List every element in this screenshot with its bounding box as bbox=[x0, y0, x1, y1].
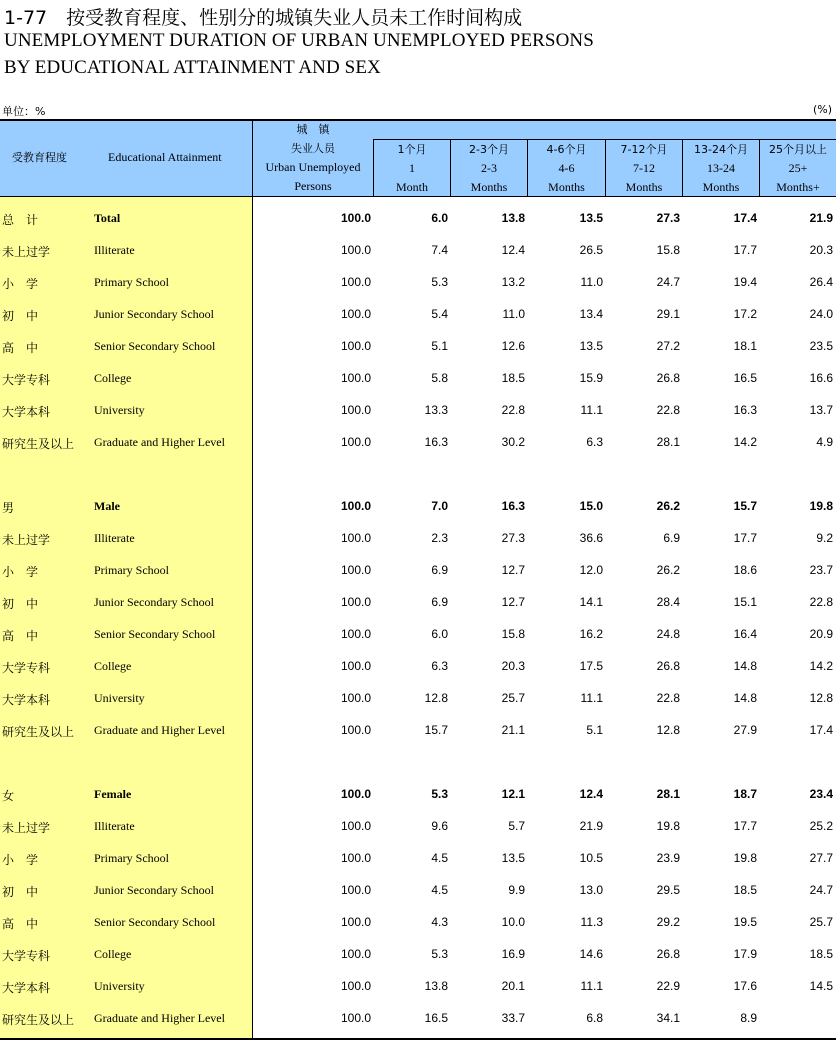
cell-value: 15.7 bbox=[424, 723, 448, 737]
cell-value: 13.8 bbox=[501, 211, 525, 225]
table-row bbox=[0, 330, 836, 362]
cell-value: 29.1 bbox=[656, 307, 680, 321]
cell-value: 26.8 bbox=[656, 947, 680, 961]
cell-total: 100.0 bbox=[340, 403, 371, 417]
cell-value: 22.8 bbox=[501, 403, 525, 417]
row-label-zh: 小 学 bbox=[2, 853, 39, 867]
table-row bbox=[0, 586, 836, 618]
cell-value: 28.1 bbox=[656, 787, 680, 801]
cell-value: 7.0 bbox=[431, 499, 448, 513]
cell-total: 100.0 bbox=[340, 307, 371, 321]
header-duration-en1: 7-12 bbox=[633, 161, 655, 175]
cell-value: 2.3 bbox=[431, 531, 448, 545]
cell-total: 100.0 bbox=[340, 243, 371, 257]
cell-value: 13.5 bbox=[579, 211, 603, 225]
cell-value: 17.9 bbox=[733, 947, 757, 961]
header-total-zh2: 失业人员 bbox=[291, 142, 335, 155]
header-duration-en2: Months+ bbox=[776, 180, 820, 194]
row-label-zh: 女 bbox=[2, 789, 15, 803]
cell-value: 17.6 bbox=[733, 979, 757, 993]
header-duration-en1: 2-3 bbox=[481, 161, 497, 175]
cell-value: 5.1 bbox=[586, 723, 603, 737]
cell-value: 5.4 bbox=[431, 307, 448, 321]
cell-value: 27.9 bbox=[733, 723, 757, 737]
cell-value: 20.3 bbox=[809, 243, 833, 257]
cell-value: 27.3 bbox=[656, 211, 680, 225]
cell-value: 22.8 bbox=[656, 403, 680, 417]
table-row bbox=[0, 362, 836, 394]
cell-value: 4.9 bbox=[816, 435, 833, 449]
header-duration-en2: Months bbox=[702, 180, 740, 194]
cell-value: 22.8 bbox=[809, 595, 833, 609]
table-row-summary bbox=[0, 202, 836, 234]
row-label-zh: 大学本科 bbox=[2, 405, 51, 419]
cell-total: 100.0 bbox=[340, 531, 371, 545]
row-label-zh: 未上过学 bbox=[2, 821, 51, 835]
cell-value: 29.5 bbox=[656, 883, 680, 897]
cell-value: 36.6 bbox=[579, 531, 603, 545]
cell-value: 13.5 bbox=[579, 339, 603, 353]
cell-value: 13.5 bbox=[501, 851, 525, 865]
cell-value: 15.8 bbox=[501, 627, 525, 641]
cell-value: 18.1 bbox=[733, 339, 757, 353]
row-label-en: Junior Secondary School bbox=[94, 307, 214, 321]
table-row bbox=[0, 970, 836, 1002]
cell-value: 6.9 bbox=[431, 595, 448, 609]
row-label-en: University bbox=[94, 691, 145, 705]
row-label-en: Female bbox=[94, 787, 132, 801]
table-row bbox=[0, 266, 836, 298]
header-duration-3 bbox=[606, 140, 682, 197]
unit-percent: (%) bbox=[812, 103, 832, 116]
header-total-en1: Urban Unemployed bbox=[265, 160, 361, 174]
cell-total: 100.0 bbox=[340, 819, 371, 833]
table-row bbox=[0, 650, 836, 682]
cell-value: 28.4 bbox=[656, 595, 680, 609]
cell-value: 6.3 bbox=[586, 435, 603, 449]
cell-value: 18.5 bbox=[733, 883, 757, 897]
cell-value: 4.5 bbox=[431, 883, 448, 897]
cell-value: 20.9 bbox=[809, 627, 833, 641]
cell-value: 27.7 bbox=[809, 851, 833, 865]
cell-value: 15.0 bbox=[579, 499, 603, 513]
cell-value: 18.7 bbox=[733, 787, 757, 801]
cell-total: 100.0 bbox=[340, 563, 371, 577]
cell-value: 26.5 bbox=[579, 243, 603, 257]
cell-value: 13.3 bbox=[424, 403, 448, 417]
row-label-zh: 初 中 bbox=[2, 597, 39, 611]
cell-value: 16.5 bbox=[733, 371, 757, 385]
row-label-en: Graduate and Higher Level bbox=[94, 1011, 225, 1025]
cell-value: 18.5 bbox=[501, 371, 525, 385]
cell-value: 34.1 bbox=[656, 1011, 680, 1025]
cell-value: 12.6 bbox=[501, 339, 525, 353]
row-label-zh: 小 学 bbox=[2, 565, 39, 579]
table-row bbox=[0, 426, 836, 458]
header-total bbox=[253, 120, 373, 196]
row-label-en: Illiterate bbox=[94, 531, 135, 545]
cell-value: 25.7 bbox=[809, 915, 833, 929]
row-label-zh: 大学本科 bbox=[2, 693, 51, 707]
table-row bbox=[0, 1002, 836, 1034]
cell-value: 14.1 bbox=[579, 595, 603, 609]
table-row bbox=[0, 554, 836, 586]
cell-value: 17.5 bbox=[579, 659, 603, 673]
cell-value: 22.9 bbox=[656, 979, 680, 993]
cell-value: 11.0 bbox=[580, 275, 603, 289]
cell-value: 17.4 bbox=[809, 723, 833, 737]
cell-total: 100.0 bbox=[340, 659, 371, 673]
cell-value: 18.6 bbox=[733, 563, 757, 577]
cell-value: 24.0 bbox=[809, 307, 833, 321]
cell-value: 26.8 bbox=[656, 659, 680, 673]
row-label-zh: 研究生及以上 bbox=[2, 437, 75, 451]
cell-total: 100.0 bbox=[340, 883, 371, 897]
cell-value: 5.1 bbox=[431, 339, 448, 353]
cell-value: 21.1 bbox=[501, 723, 525, 737]
cell-value: 4.5 bbox=[431, 851, 448, 865]
cell-value: 6.3 bbox=[431, 659, 448, 673]
cell-total: 100.0 bbox=[340, 371, 371, 385]
cell-value: 12.1 bbox=[501, 787, 525, 801]
row-label-en: Illiterate bbox=[94, 819, 135, 833]
row-label-en: Total bbox=[94, 211, 121, 225]
cell-value: 12.4 bbox=[501, 243, 525, 257]
cell-value: 15.9 bbox=[579, 371, 603, 385]
cell-total: 100.0 bbox=[340, 595, 371, 609]
cell-value: 13.8 bbox=[424, 979, 448, 993]
cell-value: 14.2 bbox=[733, 435, 757, 449]
cell-value: 13.7 bbox=[809, 403, 833, 417]
row-label-zh: 大学专科 bbox=[2, 661, 51, 675]
cell-total: 100.0 bbox=[340, 627, 371, 641]
table-title-en-line2: BY EDUCATIONAL ATTAINMENT AND SEX bbox=[4, 57, 381, 78]
top-rule bbox=[0, 119, 836, 121]
header-duration-0 bbox=[374, 140, 450, 197]
cell-value: 15.8 bbox=[656, 243, 680, 257]
cell-value: 12.8 bbox=[424, 691, 448, 705]
cell-total: 100.0 bbox=[340, 275, 371, 289]
row-label-en: Primary School bbox=[94, 275, 169, 289]
cell-value: 6.0 bbox=[431, 211, 448, 225]
cell-value: 8.9 bbox=[740, 1011, 757, 1025]
table-row bbox=[0, 810, 836, 842]
cell-value: 15.1 bbox=[733, 595, 757, 609]
cell-value: 25.7 bbox=[501, 691, 525, 705]
cell-value: 26.2 bbox=[656, 563, 680, 577]
cell-value: 6.9 bbox=[431, 563, 448, 577]
row-label-en: College bbox=[94, 371, 132, 385]
table-row bbox=[0, 522, 836, 554]
table-row-summary bbox=[0, 778, 836, 810]
row-label-zh: 未上过学 bbox=[2, 245, 51, 259]
cell-total: 100.0 bbox=[340, 787, 371, 801]
cell-value: 16.4 bbox=[733, 627, 757, 641]
cell-value: 20.3 bbox=[501, 659, 525, 673]
cell-total: 100.0 bbox=[340, 915, 371, 929]
row-label-en: Junior Secondary School bbox=[94, 595, 214, 609]
cell-value: 5.3 bbox=[431, 787, 448, 801]
table-title-zh: 1-77 按受教育程度、性别分的城镇失业人员未工作时间构成 bbox=[4, 7, 523, 29]
cell-value: 19.8 bbox=[733, 851, 757, 865]
row-label-en: Primary School bbox=[94, 851, 169, 865]
row-label-zh: 初 中 bbox=[2, 885, 39, 899]
cell-value: 6.8 bbox=[586, 1011, 603, 1025]
cell-value: 27.2 bbox=[656, 339, 680, 353]
cell-value: 24.8 bbox=[656, 627, 680, 641]
row-label-en: Male bbox=[94, 499, 120, 513]
cell-value: 22.8 bbox=[656, 691, 680, 705]
cell-value: 26.4 bbox=[809, 275, 833, 289]
cell-value: 14.8 bbox=[733, 659, 757, 673]
cell-value: 5.3 bbox=[431, 275, 448, 289]
cell-total: 100.0 bbox=[340, 947, 371, 961]
header-duration-en1: 4-6 bbox=[558, 161, 575, 175]
cell-value: 16.2 bbox=[579, 627, 603, 641]
header-edu-en: Educational Attainment bbox=[108, 150, 222, 164]
table-row bbox=[0, 682, 836, 714]
row-label-zh: 未上过学 bbox=[2, 533, 51, 547]
row-label-en: Senior Secondary School bbox=[94, 627, 216, 641]
cell-value: 19.5 bbox=[733, 915, 757, 929]
header-duration-zh: 25个月以上 bbox=[769, 143, 827, 156]
bottom-rule bbox=[0, 1038, 836, 1040]
cell-value: 12.0 bbox=[579, 563, 603, 577]
cell-value: 4.3 bbox=[431, 915, 448, 929]
cell-total: 100.0 bbox=[340, 723, 371, 737]
cell-value: 33.7 bbox=[501, 1011, 525, 1025]
cell-value: 10.0 bbox=[501, 915, 525, 929]
row-label-en: Graduate and Higher Level bbox=[94, 435, 225, 449]
cell-total: 100.0 bbox=[340, 691, 371, 705]
row-label-zh: 高 中 bbox=[2, 917, 39, 931]
cell-value: 21.9 bbox=[809, 211, 833, 225]
cell-value: 11.0 bbox=[502, 307, 525, 321]
table-row bbox=[0, 298, 836, 330]
cell-value: 11.1 bbox=[580, 691, 603, 705]
table-row bbox=[0, 618, 836, 650]
cell-value: 20.1 bbox=[501, 979, 525, 993]
cell-value: 10.5 bbox=[579, 851, 603, 865]
cell-value: 17.2 bbox=[733, 307, 757, 321]
header-total-zh1: 城 镇 bbox=[296, 123, 330, 136]
header-duration-en1: 13-24 bbox=[707, 161, 735, 175]
cell-value: 26.8 bbox=[656, 371, 680, 385]
header-duration-zh: 4-6个月 bbox=[546, 143, 587, 156]
unit-label: 单位：% bbox=[2, 105, 46, 118]
cell-value: 9.9 bbox=[508, 883, 525, 897]
table-row bbox=[0, 714, 836, 746]
cell-value: 14.8 bbox=[733, 691, 757, 705]
cell-value: 11.3 bbox=[580, 915, 603, 929]
cell-total: 100.0 bbox=[340, 499, 371, 513]
cell-value: 25.2 bbox=[809, 819, 833, 833]
cell-value: 17.7 bbox=[733, 243, 757, 257]
cell-value: 9.2 bbox=[816, 531, 833, 545]
cell-value: 6.0 bbox=[431, 627, 448, 641]
row-label-en: Illiterate bbox=[94, 243, 135, 257]
header-duration-2 bbox=[528, 140, 605, 197]
cell-value: 11.1 bbox=[580, 979, 603, 993]
cell-value: 23.4 bbox=[809, 787, 833, 801]
header-duration-zh: 13-24个月 bbox=[694, 143, 748, 156]
cell-value: 11.1 bbox=[580, 403, 603, 417]
cell-value: 23.9 bbox=[656, 851, 680, 865]
header-duration-zh: 1个月 bbox=[397, 143, 427, 156]
cell-value: 14.5 bbox=[809, 979, 833, 993]
cell-value: 13.4 bbox=[579, 307, 603, 321]
cell-value: 7.4 bbox=[431, 243, 448, 257]
header-duration-en2: Month bbox=[395, 180, 428, 194]
row-label-zh: 大学专科 bbox=[2, 373, 51, 387]
row-label-zh: 大学专科 bbox=[2, 949, 51, 963]
table-row bbox=[0, 874, 836, 906]
cell-value: 17.4 bbox=[733, 211, 757, 225]
row-label-en: University bbox=[94, 979, 145, 993]
header-duration-4 bbox=[683, 140, 759, 197]
cell-value: 27.3 bbox=[501, 531, 525, 545]
cell-value: 12.7 bbox=[501, 595, 525, 609]
cell-value: 19.8 bbox=[656, 819, 680, 833]
cell-total: 100.0 bbox=[340, 339, 371, 353]
header-duration-en2: Months bbox=[625, 180, 663, 194]
row-label-zh: 高 中 bbox=[2, 629, 39, 643]
header-duration-5 bbox=[760, 140, 836, 197]
cell-total: 100.0 bbox=[340, 211, 371, 225]
row-label-zh: 男 bbox=[2, 501, 15, 515]
row-label-en: College bbox=[94, 947, 132, 961]
row-label-zh: 高 中 bbox=[2, 341, 39, 355]
header-duration-en2: Months bbox=[470, 180, 508, 194]
cell-value: 24.7 bbox=[809, 883, 833, 897]
table-row bbox=[0, 234, 836, 266]
cell-value: 18.5 bbox=[809, 947, 833, 961]
cell-value: 14.2 bbox=[809, 659, 833, 673]
row-label-zh: 初 中 bbox=[2, 309, 39, 323]
table-row bbox=[0, 906, 836, 938]
row-label-en: Senior Secondary School bbox=[94, 915, 216, 929]
header-duration-en1: 25+ bbox=[788, 161, 808, 175]
cell-value: 21.9 bbox=[579, 819, 603, 833]
row-label-en: Primary School bbox=[94, 563, 169, 577]
cell-value: 9.6 bbox=[431, 819, 448, 833]
header-duration-en1: 1 bbox=[409, 161, 415, 175]
cell-value: 12.8 bbox=[809, 691, 833, 705]
row-label-en: Junior Secondary School bbox=[94, 883, 214, 897]
cell-value: 6.9 bbox=[663, 531, 680, 545]
table-row bbox=[0, 842, 836, 874]
table-row bbox=[0, 394, 836, 426]
cell-value: 13.0 bbox=[579, 883, 603, 897]
cell-value: 12.8 bbox=[656, 723, 680, 737]
header-duration-zh: 7-12个月 bbox=[620, 143, 668, 156]
cell-total: 100.0 bbox=[340, 435, 371, 449]
cell-value: 13.2 bbox=[501, 275, 525, 289]
row-label-en: University bbox=[94, 403, 145, 417]
cell-value: 23.5 bbox=[809, 339, 833, 353]
cell-value: 12.4 bbox=[579, 787, 603, 801]
header-duration-zh: 2-3个月 bbox=[469, 143, 509, 156]
table-title-en-line1: UNEMPLOYMENT DURATION OF URBAN UNEMPLOYED PERSONS bbox=[4, 30, 594, 51]
cell-value: 12.7 bbox=[501, 563, 525, 577]
cell-value: 17.7 bbox=[733, 531, 757, 545]
row-label-zh: 大学本科 bbox=[2, 981, 51, 995]
row-label-en: Graduate and Higher Level bbox=[94, 723, 225, 737]
row-label-zh: 小 学 bbox=[2, 277, 39, 291]
row-label-zh: 研究生及以上 bbox=[2, 1013, 75, 1027]
cell-value: 5.8 bbox=[431, 371, 448, 385]
cell-value: 30.2 bbox=[501, 435, 525, 449]
header-total-en2: Persons bbox=[294, 179, 332, 193]
header-duration-1 bbox=[451, 140, 527, 197]
cell-total: 100.0 bbox=[340, 851, 371, 865]
row-label-en: College bbox=[94, 659, 132, 673]
cell-value: 16.9 bbox=[501, 947, 525, 961]
cell-value: 17.7 bbox=[733, 819, 757, 833]
cell-value: 14.6 bbox=[579, 947, 603, 961]
cell-value: 16.5 bbox=[424, 1011, 448, 1025]
cell-total: 100.0 bbox=[340, 1011, 371, 1025]
row-label-en: Senior Secondary School bbox=[94, 339, 216, 353]
table-row-summary bbox=[0, 490, 836, 522]
cell-value: 24.7 bbox=[656, 275, 680, 289]
cell-value: 19.4 bbox=[733, 275, 757, 289]
cell-value: 16.3 bbox=[733, 403, 757, 417]
cell-value: 16.3 bbox=[424, 435, 448, 449]
cell-value: 26.2 bbox=[656, 499, 680, 513]
header-edu-zh: 受教育程度 bbox=[12, 151, 67, 164]
row-label-zh: 研究生及以上 bbox=[2, 725, 75, 739]
cell-value: 5.3 bbox=[431, 947, 448, 961]
cell-total: 100.0 bbox=[340, 979, 371, 993]
header-duration-en2: Months bbox=[548, 180, 585, 194]
row-label-zh: 总 计 bbox=[2, 213, 39, 227]
cell-value: 28.1 bbox=[656, 435, 680, 449]
cell-value: 5.7 bbox=[508, 819, 525, 833]
cell-value: 15.7 bbox=[733, 499, 757, 513]
cell-value: 16.6 bbox=[809, 371, 833, 385]
cell-value: 16.3 bbox=[501, 499, 525, 513]
cell-value: 23.7 bbox=[809, 563, 833, 577]
cell-value: 29.2 bbox=[656, 915, 680, 929]
cell-value: 19.8 bbox=[809, 499, 833, 513]
table-row bbox=[0, 938, 836, 970]
